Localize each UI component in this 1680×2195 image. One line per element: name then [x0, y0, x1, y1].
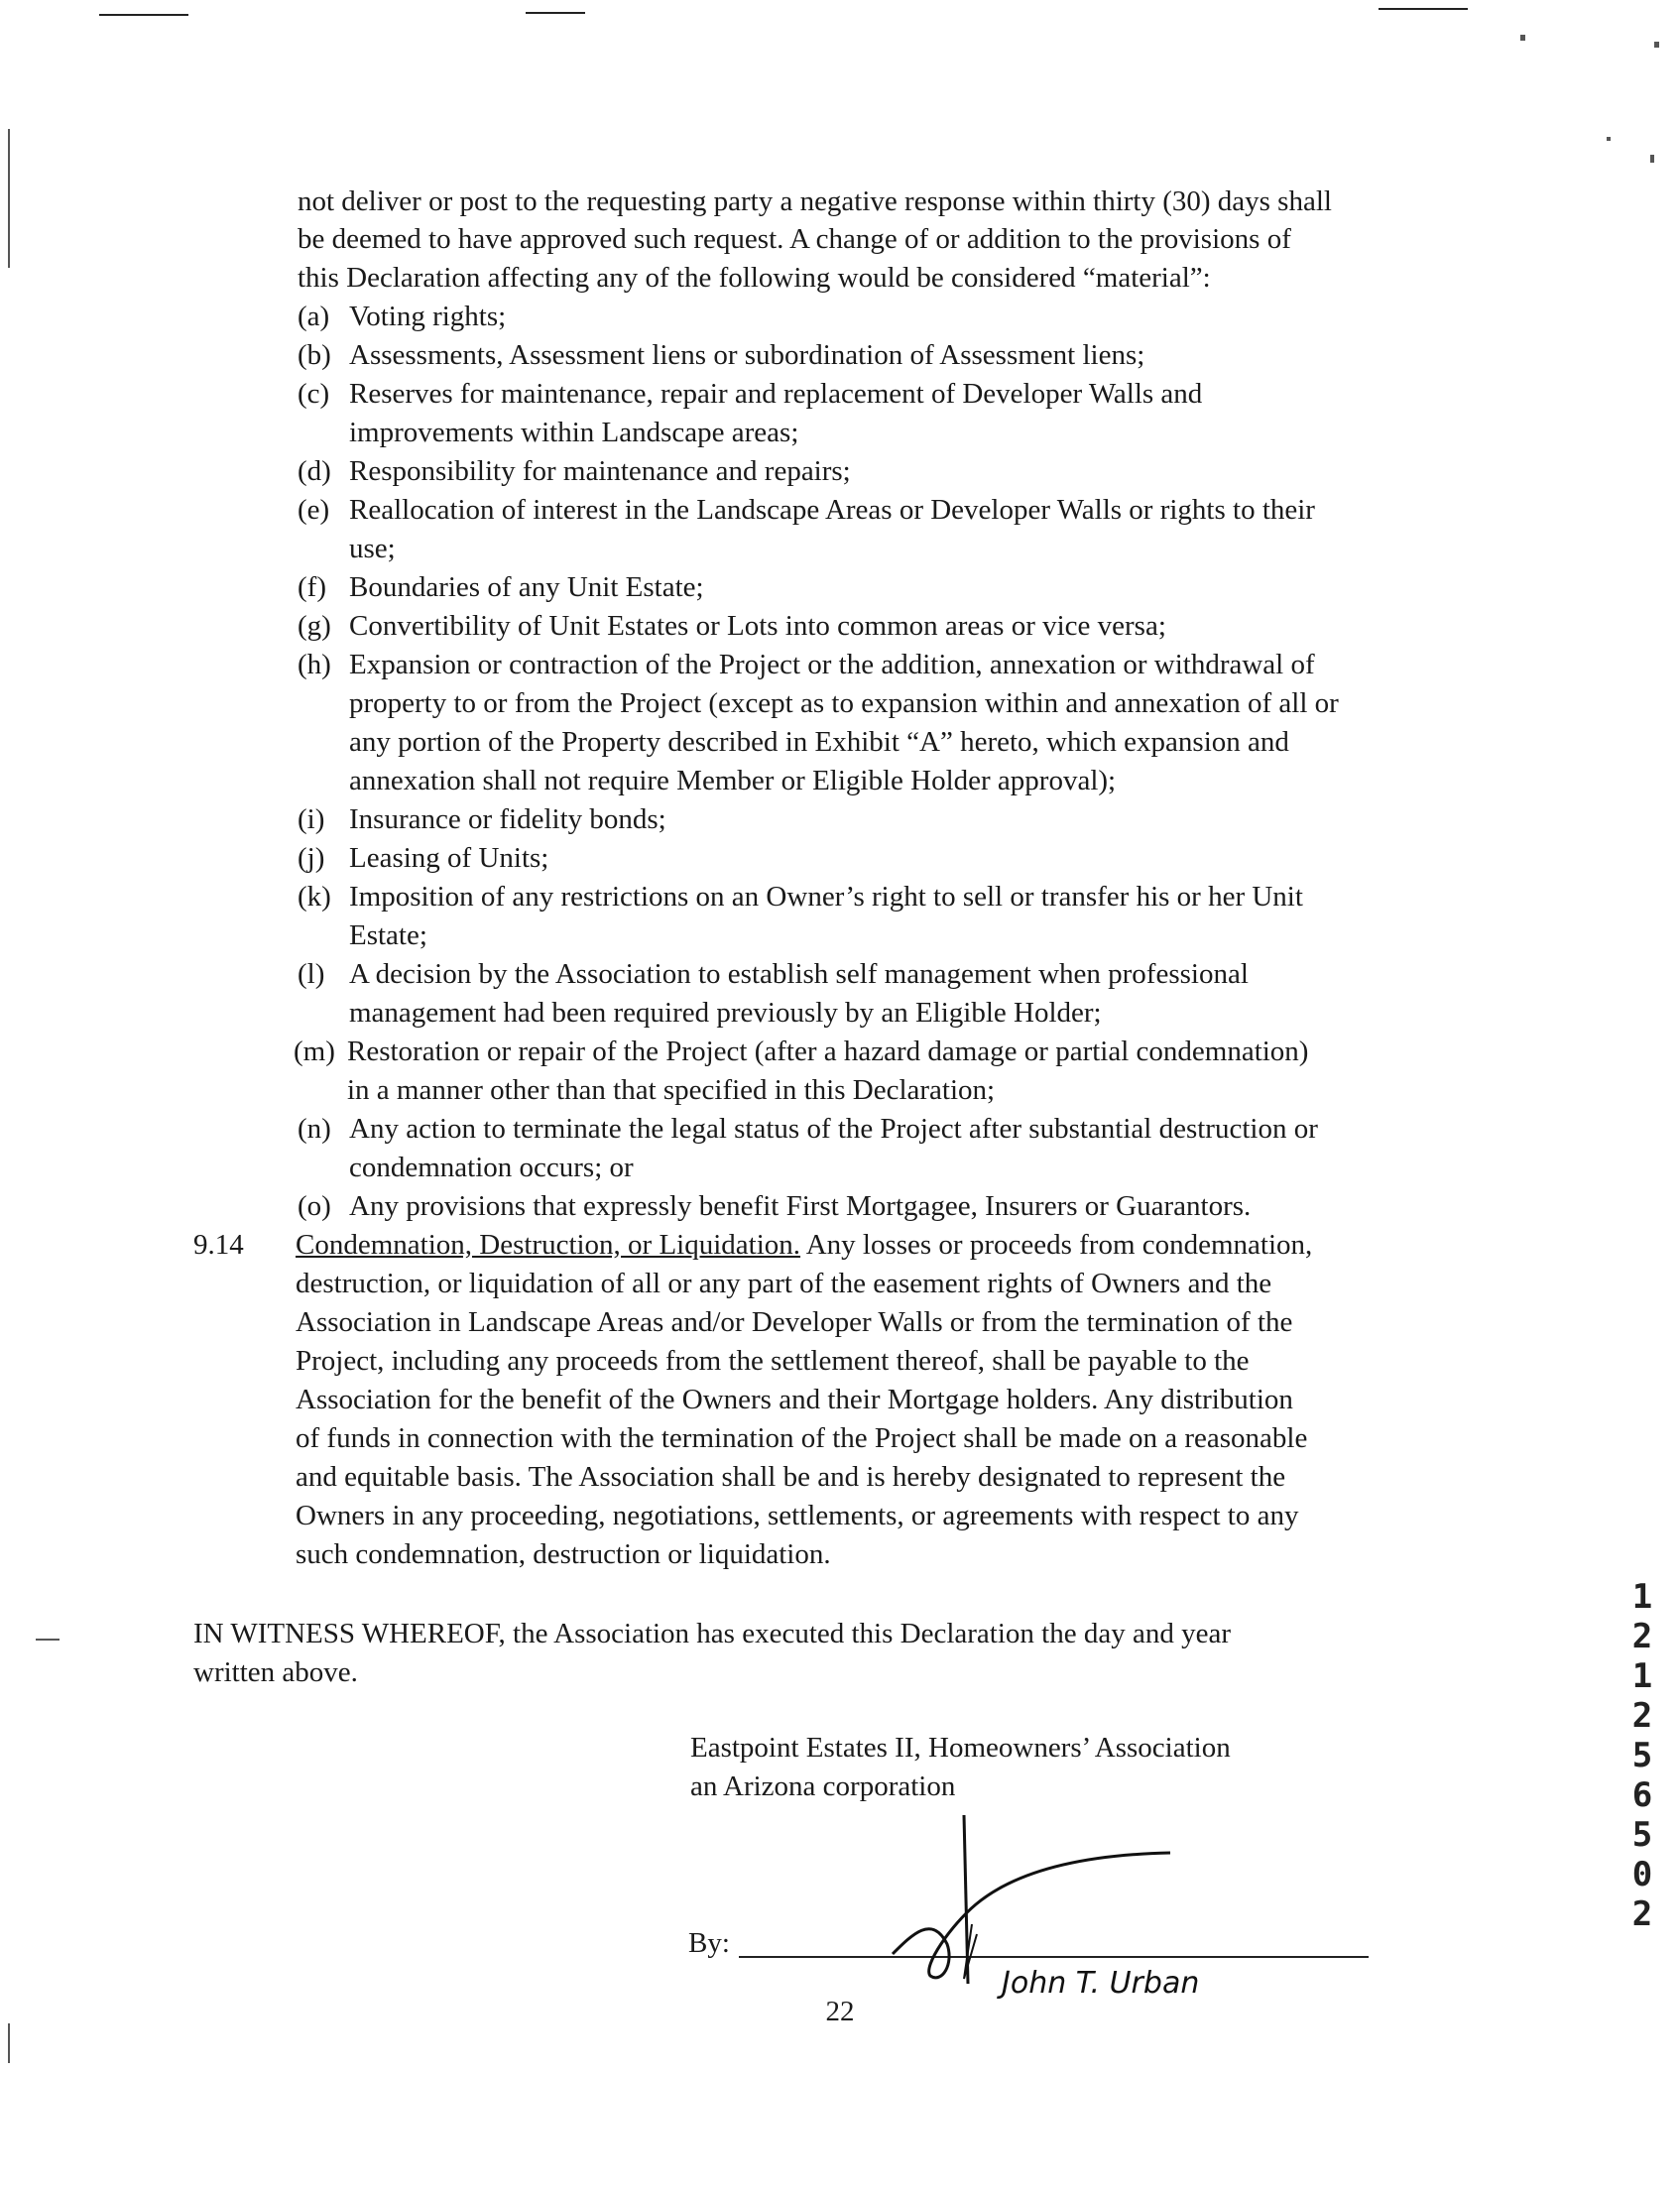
stamp-char: 1 [1631, 1656, 1653, 1696]
list-item-text: Voting rights; [349, 301, 507, 332]
page-number: 22 [825, 1996, 855, 2027]
list-item-text: Reserves for maintenance, repair and replacement of Developer Walls and [349, 378, 1203, 410]
signatory-org: Eastpoint Estates II, Homeowners’ Association [690, 1732, 1231, 1764]
list-item-label: (c) [298, 378, 330, 410]
list-item-text: Restoration or repair of the Project (after a hazard damage or partial condemnation) [347, 1036, 1309, 1067]
list-item-text: improvements within Landscape areas; [349, 417, 799, 448]
stamp-char: 2 [1631, 1696, 1653, 1736]
list-item-label: (b) [298, 339, 331, 371]
list-item-label: (k) [298, 881, 331, 913]
list-item-label: (j) [298, 842, 325, 874]
scan-mark [99, 14, 188, 16]
list-item-text: Imposition of any restrictions on an Owner’s right to sell or transfer his or her Unit [349, 881, 1303, 913]
signatory-type: an Arizona corporation [690, 1770, 956, 1802]
stamp-char: 5 [1631, 1815, 1653, 1855]
scan-speck [1520, 35, 1525, 41]
list-item-label: (e) [298, 494, 330, 526]
stamp-char: 0 [1631, 1855, 1653, 1894]
list-item-label: (h) [298, 649, 331, 680]
list-item-text: Expansion or contraction of the Project or the addition, annexation or withdrawal of [349, 649, 1315, 680]
list-item-label: (m) [294, 1036, 335, 1067]
recording-number-stamp [1622, 1577, 1662, 1934]
stamp-char: 2 [1631, 1894, 1653, 1934]
list-item-text: use; [349, 533, 396, 564]
list-item-text: Any action to terminate the legal status of the Project after substantial destruction or [349, 1113, 1318, 1145]
section-line: Association in Landscape Areas and/or Developer Walls or from the termination of the [296, 1306, 1293, 1338]
section-line: Owners in any proceeding, negotiations, settlements, or agreements with respect to any [296, 1500, 1299, 1531]
list-item-text: annexation shall not require Member or Eligible Holder approval); [349, 765, 1117, 796]
section-line: and equitable basis. The Association shall be and is hereby designated to represent the [296, 1461, 1286, 1493]
scan-edge-mark [36, 1639, 60, 1641]
list-item-text: Responsibility for maintenance and repairs; [349, 455, 851, 487]
section-line: Association for the benefit of the Owners and their Mortgage holders. Any distribution [296, 1384, 1293, 1415]
list-item-text: Reallocation of interest in the Landscape Areas or Developer Walls or rights to their [349, 494, 1315, 526]
scan-edge-mark [8, 2023, 10, 2063]
section-line: Project, including any proceeds from the settlement thereof, shall be payable to the [296, 1345, 1250, 1377]
section-text: Any losses or proceeds from condemnation, [805, 1229, 1313, 1261]
scan-speck [1650, 155, 1654, 163]
witness-line: IN WITNESS WHEREOF, the Association has executed this Declaration the day and year [193, 1618, 1231, 1649]
list-item-label: (i) [298, 803, 325, 835]
by-label: By: [688, 1927, 730, 1959]
list-item-text: Leasing of Units; [349, 842, 549, 874]
list-item-label: (o) [298, 1190, 331, 1222]
scan-mark [1379, 8, 1468, 10]
list-item-text: management had been required previously by an Eligible Holder; [349, 997, 1102, 1029]
scan-speck [1654, 42, 1659, 48]
section-line: of funds in connection with the termination of the Project shall be made on a reasonable [296, 1422, 1308, 1454]
list-item-text: A decision by the Association to establish self management when professional [349, 958, 1249, 990]
intro-line: not deliver or post to the requesting party a negative response within thirty (30) days shall [298, 185, 1332, 217]
section-line: destruction, or liquidation of all or any part of the easement rights of Owners and the [296, 1268, 1272, 1299]
list-item-label: (d) [298, 455, 331, 487]
stamp-char: 1 [1631, 1577, 1653, 1617]
stamp-char: 6 [1631, 1775, 1653, 1815]
scan-edge-mark [8, 129, 10, 268]
scan-mark [526, 12, 585, 14]
list-item-text: Any provisions that expressly benefit First Mortgagee, Insurers or Guarantors. [349, 1190, 1252, 1222]
list-item-label: (n) [298, 1113, 331, 1145]
list-item-label: (l) [298, 958, 325, 990]
stamp-char: 2 [1631, 1617, 1653, 1656]
list-item-text: condemnation occurs; or [349, 1152, 634, 1183]
stamp-char: 5 [1631, 1736, 1653, 1775]
list-item-label: (g) [298, 610, 331, 642]
list-item-text: Boundaries of any Unit Estate; [349, 571, 704, 603]
signer-name: John T. Urban [1002, 1966, 1200, 2001]
intro-line: be deemed to have approved such request. A change of or addition to the provisions of [298, 223, 1291, 255]
list-item-text: Estate; [349, 919, 427, 951]
list-item-text: in a manner other than that specified in this Declaration; [347, 1074, 996, 1106]
list-item-text: any portion of the Property described in Exhibit “A” hereto, which expansion and [349, 726, 1289, 758]
intro-line: this Declaration affecting any of the following would be considered “material”: [298, 262, 1211, 294]
witness-line: written above. [193, 1656, 358, 1688]
section-heading: Condemnation, Destruction, or Liquidation. [296, 1229, 801, 1261]
section-first-line [296, 1226, 1312, 1264]
list-item-text: property to or from the Project (except as to expansion within and annexation of all or [349, 687, 1339, 719]
list-item-text: Convertibility of Unit Estates or Lots into common areas or vice versa; [349, 610, 1166, 642]
list-item-label: (a) [298, 301, 330, 332]
list-item-label: (f) [298, 571, 326, 603]
list-item-text: Assessments, Assessment liens or subordination of Assessment liens; [349, 339, 1145, 371]
section-number: 9.14 [193, 1229, 244, 1261]
scan-speck [1607, 137, 1611, 141]
section-line: such condemnation, destruction or liquidation. [296, 1538, 831, 1570]
list-item-text: Insurance or fidelity bonds; [349, 803, 666, 835]
